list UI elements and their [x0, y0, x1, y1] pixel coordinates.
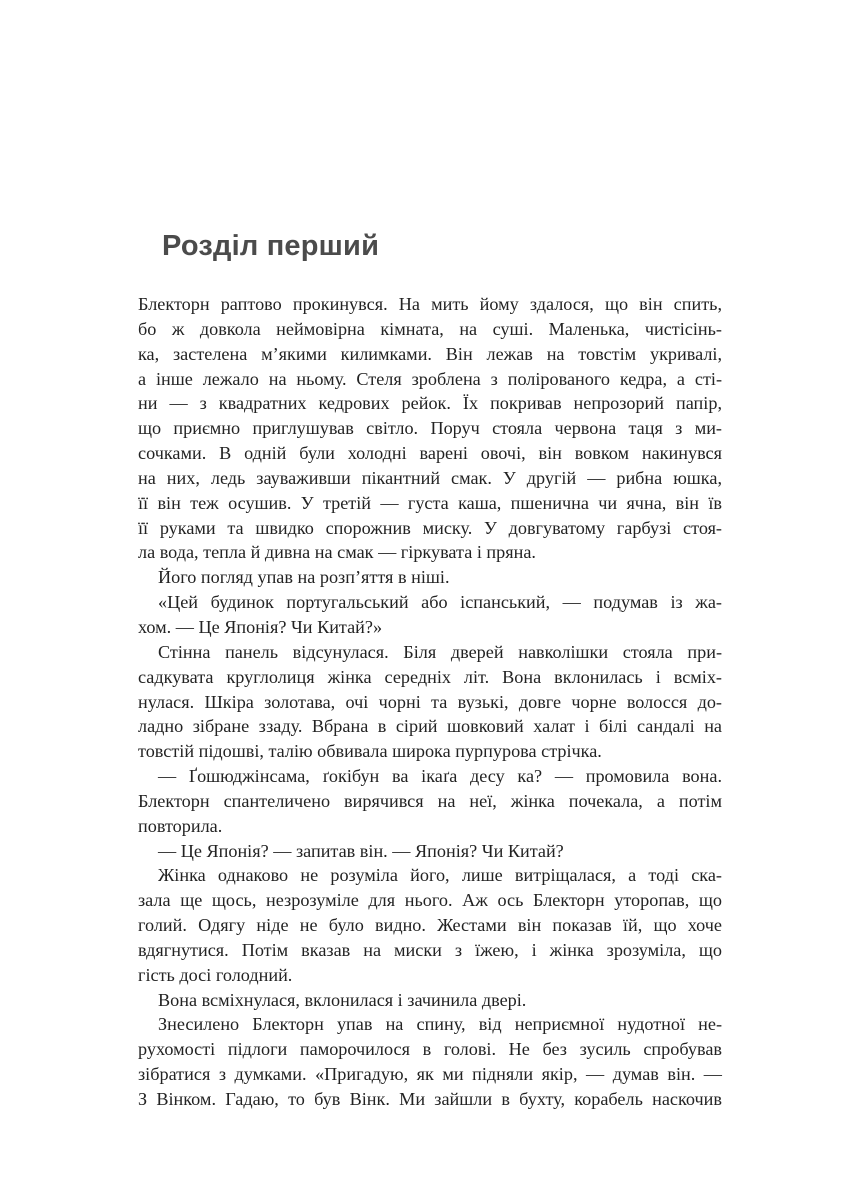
text-line: ла вода, тепла й дивна на смак — гіркувата і пряна.: [138, 542, 536, 563]
text-line: зібратися з думками. «Пригадую, як ми підняли якір, — думав він. —: [138, 1064, 722, 1085]
paragraph: [138, 292, 722, 565]
text-line: бо ж довкола неймовірна кімната, на суші. Маленька, чистісінь-: [138, 318, 722, 339]
text-line: ни — з квадратних кедрових рейок. Їх покривав непрозорий папір,: [138, 393, 722, 414]
paragraph: [138, 1012, 722, 1111]
text-line: зала ще щось, незрозуміле для нього. Аж ось Блекторн уторопав, що: [138, 890, 722, 911]
paragraph: [138, 565, 722, 590]
text-line: ладно зібране ззаду. Вбрана в сірий шовковий халат і білі сандалі на: [138, 716, 722, 737]
text-line: Блекторн раптово прокинувся. На мить йому здалося, що він спить,: [138, 294, 722, 314]
chapter-heading: Розділ перший: [162, 230, 380, 262]
text-line: голий. Одягу ніде не було видно. Жестами він показав їй, що хоче: [138, 915, 722, 936]
paragraph: [138, 764, 722, 839]
paragraph: [138, 640, 722, 764]
text-line: хом. — Це Японія? Чи Китай?»: [138, 616, 383, 637]
text-line: Жінка однаково не розуміла його, лише витріщалася, а тоді ска-: [158, 865, 722, 886]
body-text: [138, 292, 722, 1112]
paragraph: [138, 839, 722, 864]
text-line: нулася. Шкіра золотава, очі чорні та вузькі, довге чорне волосся до-: [138, 691, 722, 712]
paragraph: [138, 863, 722, 987]
text-line: її руками та швидко спорожнив миску. У довгуватому гарбузі стоя-: [138, 517, 722, 538]
text-line: повторила.: [138, 815, 223, 836]
text-line: Його погляд упав на розп’яття в ніші.: [158, 567, 450, 588]
text-line: що приємно приглушував світло. Поруч стояла червона таця з ми-: [138, 418, 722, 439]
text-line: — Це Японія? — запитав він. — Японія? Чи Китай?: [158, 840, 564, 861]
text-line: вдягнутися. Потім вказав на миски з їжею, і жінка зрозуміла, що: [138, 939, 722, 960]
text-line: її він теж осушив. У третій — густа каша, пшенична чи ячна, він їв: [138, 492, 722, 513]
paragraph: [138, 590, 722, 640]
text-line: Вона всміхнулася, вклонилася і зачинила двері.: [158, 989, 527, 1010]
text-line: гість досі голодний.: [138, 964, 293, 985]
text-line: Стінна панель відсунулася. Біля дверей навколішки стояла при-: [158, 641, 722, 662]
text-line: рухомості підлоги паморочилося в голові. Не без зусиль спробував: [138, 1039, 722, 1060]
text-line: товстій підошві, талію обвивала широка пурпурова стрічка.: [138, 741, 602, 762]
text-line: сочками. В одній були холодні варені овочі, він вовком накинувся: [138, 443, 722, 464]
text-line: ка, застелена м’якими килимками. Він лежав на товстім укривалі,: [138, 343, 722, 364]
text-line: — Ґошюджінсама, ґокібун ва ікаґа десу ка? — промовила вона.: [158, 766, 722, 787]
text-line: Знесилено Блекторн упав на спину, від неприємної нудотної не-: [158, 1014, 722, 1035]
text-line: Блекторн спантеличено вирячився на неї, жінка почекала, а потім: [138, 790, 722, 811]
paragraph: [138, 988, 722, 1013]
text-line: З Вінком. Гадаю, то був Вінк. Ми зайшли в бухту, корабель наскочив: [138, 1089, 722, 1109]
text-line: садкувата круглолиця жінка середніх літ. Вона вклонилась і всміх-: [138, 666, 722, 687]
text-line: а інше лежало на ньому. Стеля зроблена з полірованого кедра, а сті-: [138, 368, 722, 389]
text-line: «Цей будинок португальський або іспанський, — подумав із жа-: [158, 592, 722, 613]
text-line: на них, ледь зауваживши пікантний смак. У другій — рибна юшка,: [138, 467, 722, 488]
